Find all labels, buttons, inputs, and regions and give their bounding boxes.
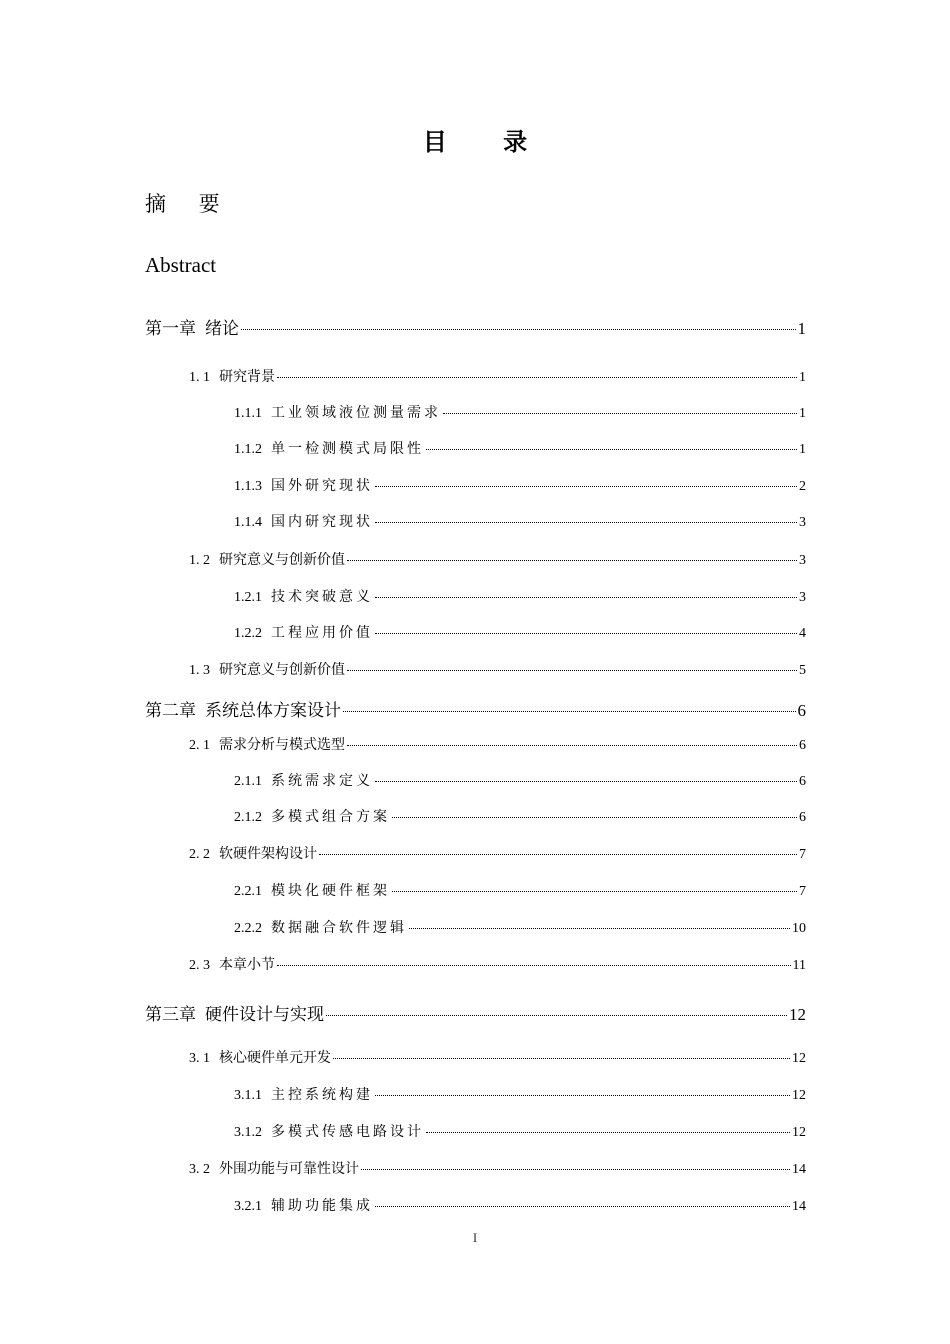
toc-entry-number: 1.1.1 bbox=[234, 406, 262, 421]
toc-entry-number: 2.2.2 bbox=[234, 921, 262, 936]
toc-entry-number: 3. 1 bbox=[189, 1051, 210, 1066]
toc-entry-text: 多模式传感电路设计 bbox=[271, 1124, 424, 1140]
toc-entry-label bbox=[234, 586, 373, 606]
toc-entry-level-3[interactable] bbox=[234, 475, 806, 495]
toc-entry-label bbox=[234, 1084, 373, 1104]
toc-entry-page: 12 bbox=[789, 1005, 806, 1024]
dot-leader bbox=[277, 965, 791, 966]
toc-entry-number: 第二章 bbox=[145, 701, 196, 720]
toc-entry-label bbox=[189, 954, 275, 974]
toc-entry-label bbox=[189, 659, 345, 679]
toc-entry-page: 12 bbox=[792, 1088, 806, 1103]
toc-entry-text: 绪论 bbox=[205, 319, 239, 339]
toc-entry-text: 系统总体方案设计 bbox=[205, 701, 341, 721]
toc-entry-text: 工业领域液位测量需求 bbox=[271, 405, 441, 421]
toc-entry-label bbox=[145, 1000, 324, 1025]
dot-leader bbox=[375, 597, 797, 598]
toc-entry-number: 1. 2 bbox=[189, 553, 210, 568]
dot-leader bbox=[375, 781, 797, 782]
toc-entry-label bbox=[145, 314, 239, 339]
toc-entry-page: 14 bbox=[792, 1199, 806, 1214]
toc-entry-number: 1. 1 bbox=[189, 370, 210, 385]
toc-entry-level-3[interactable] bbox=[234, 917, 806, 937]
toc-entry-level-2[interactable] bbox=[189, 549, 806, 569]
toc-entry-number: 3.1.2 bbox=[234, 1125, 262, 1140]
toc-entry-number: 3.1.1 bbox=[234, 1088, 262, 1103]
toc-entry-level-2[interactable] bbox=[189, 843, 806, 863]
toc-entry-label bbox=[234, 1121, 424, 1141]
toc-entry-label bbox=[234, 475, 373, 495]
toc-entry-level-2[interactable] bbox=[189, 954, 806, 974]
dot-leader bbox=[241, 329, 796, 330]
toc-entry-number: 3. 2 bbox=[189, 1162, 210, 1177]
toc-entry-number: 1.1.4 bbox=[234, 515, 262, 530]
toc-entry-page: 3 bbox=[799, 553, 806, 568]
toc-entry-level-3[interactable] bbox=[234, 770, 806, 790]
toc-entry-level-3[interactable] bbox=[234, 511, 806, 531]
toc-entry-text: 单一检测模式局限性 bbox=[271, 441, 424, 457]
toc-entry-text: 技术突破意义 bbox=[271, 589, 373, 605]
toc-entry-level-1[interactable] bbox=[145, 696, 806, 721]
toc-entry-text: 研究意义与创新价值 bbox=[219, 662, 345, 678]
toc-entry-level-3[interactable] bbox=[234, 402, 806, 422]
toc-entry-text: 多模式组合方案 bbox=[271, 809, 390, 825]
toc-entry-level-3[interactable] bbox=[234, 586, 806, 606]
dot-leader bbox=[361, 1169, 790, 1170]
toc-entry-page: 1 bbox=[799, 442, 806, 457]
dot-leader bbox=[375, 1095, 790, 1096]
toc-entry-page: 4 bbox=[799, 626, 806, 641]
toc-entry-text: 研究背景 bbox=[219, 369, 275, 385]
toc-entry-text: 工程应用价值 bbox=[271, 625, 373, 641]
toc-entry-number: 1. 3 bbox=[189, 663, 210, 678]
dot-leader bbox=[392, 817, 797, 818]
toc-entry-number: 2.1.2 bbox=[234, 810, 262, 825]
toc-entry-label bbox=[234, 438, 424, 458]
toc-entry-level-3[interactable] bbox=[234, 1084, 806, 1104]
toc-entry-level-1[interactable] bbox=[145, 314, 806, 339]
dot-leader bbox=[409, 928, 790, 929]
dot-leader bbox=[375, 633, 797, 634]
toc-entry-page: 12 bbox=[792, 1051, 806, 1066]
toc-entry-page: 1 bbox=[797, 319, 806, 338]
toc-entry-text: 本章小节 bbox=[219, 957, 275, 973]
toc-entry-level-3[interactable] bbox=[234, 1195, 806, 1215]
toc-entry-label bbox=[234, 402, 441, 422]
toc-entry-number: 第一章 bbox=[145, 319, 196, 338]
toc-entry-page: 1 bbox=[799, 370, 806, 385]
toc-entry-label bbox=[234, 917, 407, 937]
toc-entry-label bbox=[189, 734, 345, 754]
toc-entry-level-2[interactable] bbox=[189, 366, 806, 386]
dot-leader bbox=[392, 891, 797, 892]
toc-entry-text: 辅助功能集成 bbox=[271, 1198, 373, 1214]
toc-entry-level-2[interactable] bbox=[189, 734, 806, 754]
toc-entry-text: 数据融合软件逻辑 bbox=[271, 920, 407, 936]
toc-entry-text: 核心硬件单元开发 bbox=[219, 1050, 331, 1066]
toc-entry-label bbox=[234, 770, 373, 790]
toc-entry-level-2[interactable] bbox=[189, 659, 806, 679]
toc-entry-text: 国内研究现状 bbox=[271, 514, 373, 530]
dot-leader bbox=[426, 449, 797, 450]
toc-entry-label bbox=[189, 1047, 331, 1067]
toc-entry-level-3[interactable] bbox=[234, 622, 806, 642]
toc-entry-level-2[interactable] bbox=[189, 1047, 806, 1067]
dot-leader bbox=[326, 1015, 787, 1016]
toc-entry-page: 5 bbox=[799, 663, 806, 678]
dot-leader bbox=[375, 486, 797, 487]
toc-entry-level-2[interactable] bbox=[189, 1158, 806, 1178]
dot-leader bbox=[319, 854, 797, 855]
abstract-en-heading: Abstract bbox=[145, 253, 217, 277]
toc-entry-text: 软硬件架构设计 bbox=[219, 846, 317, 862]
dot-leader bbox=[375, 522, 797, 523]
toc-entry-text: 研究意义与创新价值 bbox=[219, 552, 345, 568]
toc-entry-label bbox=[145, 696, 341, 721]
toc-entry-page: 7 bbox=[799, 884, 806, 899]
toc-entry-page: 6 bbox=[799, 810, 806, 825]
toc-entry-number: 第三章 bbox=[145, 1005, 196, 1024]
toc-entry-label bbox=[189, 1158, 359, 1178]
toc-entry-text: 需求分析与模式选型 bbox=[219, 737, 345, 753]
toc-entry-level-3[interactable] bbox=[234, 806, 806, 826]
toc-entry-page: 2 bbox=[799, 479, 806, 494]
toc-entry-level-3[interactable] bbox=[234, 438, 806, 458]
page-title: 目 录 bbox=[422, 128, 552, 156]
dot-leader bbox=[347, 745, 797, 746]
toc-entry-label bbox=[189, 843, 317, 863]
toc-entry-number: 2. 1 bbox=[189, 738, 210, 753]
toc-entry-text: 外围功能与可靠性设计 bbox=[219, 1161, 359, 1177]
toc-entry-number: 2.2.1 bbox=[234, 884, 262, 899]
toc-entry-label bbox=[189, 366, 275, 386]
toc-entry-number: 3.2.1 bbox=[234, 1199, 262, 1214]
dot-leader bbox=[426, 1132, 790, 1133]
page-number-footer: I bbox=[472, 1230, 478, 1245]
dot-leader bbox=[277, 377, 797, 378]
toc-entry-text: 模块化硬件框架 bbox=[271, 883, 390, 899]
dot-leader bbox=[343, 711, 796, 712]
dot-leader bbox=[333, 1058, 790, 1059]
toc-entry-level-3[interactable] bbox=[234, 1121, 806, 1141]
abstract-cn-heading: 摘 要 bbox=[145, 192, 233, 216]
toc-entry-number: 1.1.3 bbox=[234, 479, 262, 494]
toc-entry-label bbox=[234, 622, 373, 642]
toc-entry-label bbox=[234, 1195, 373, 1215]
toc-entry-number: 2.1.1 bbox=[234, 774, 262, 789]
toc-entry-label bbox=[234, 806, 390, 826]
toc-entry-text: 硬件设计与实现 bbox=[205, 1005, 324, 1025]
toc-entry-page: 14 bbox=[792, 1162, 806, 1177]
toc-entry-level-3[interactable] bbox=[234, 880, 806, 900]
toc-entry-page: 6 bbox=[799, 774, 806, 789]
toc-entry-number: 1.2.1 bbox=[234, 590, 262, 605]
toc-entry-text: 系统需求定义 bbox=[271, 773, 373, 789]
toc-entry-page: 12 bbox=[792, 1125, 806, 1140]
toc-entry-page: 6 bbox=[799, 738, 806, 753]
toc-entry-page: 3 bbox=[799, 515, 806, 530]
toc-entry-level-1[interactable] bbox=[145, 1000, 806, 1025]
dot-leader bbox=[347, 560, 797, 561]
toc-entry-label bbox=[234, 880, 390, 900]
toc-entry-number: 1.2.2 bbox=[234, 626, 262, 641]
toc-entry-number: 2. 3 bbox=[189, 958, 210, 973]
toc-entry-number: 1.1.2 bbox=[234, 442, 262, 457]
toc-entry-label bbox=[234, 511, 373, 531]
dot-leader bbox=[347, 670, 797, 671]
toc-entry-number: 2. 2 bbox=[189, 847, 210, 862]
dot-leader bbox=[375, 1206, 790, 1207]
toc-entry-label bbox=[189, 549, 345, 569]
toc-entry-text: 主控系统构建 bbox=[271, 1087, 373, 1103]
toc-entry-page: 1 bbox=[799, 406, 806, 421]
dot-leader bbox=[443, 413, 797, 414]
toc-entry-page: 10 bbox=[792, 921, 806, 936]
toc-entry-text: 国外研究现状 bbox=[271, 478, 373, 494]
toc-entry-page: 7 bbox=[799, 847, 806, 862]
toc-entry-page: 11 bbox=[792, 958, 806, 973]
toc-entry-page: 6 bbox=[797, 701, 806, 720]
toc-entry-page: 3 bbox=[799, 590, 806, 605]
